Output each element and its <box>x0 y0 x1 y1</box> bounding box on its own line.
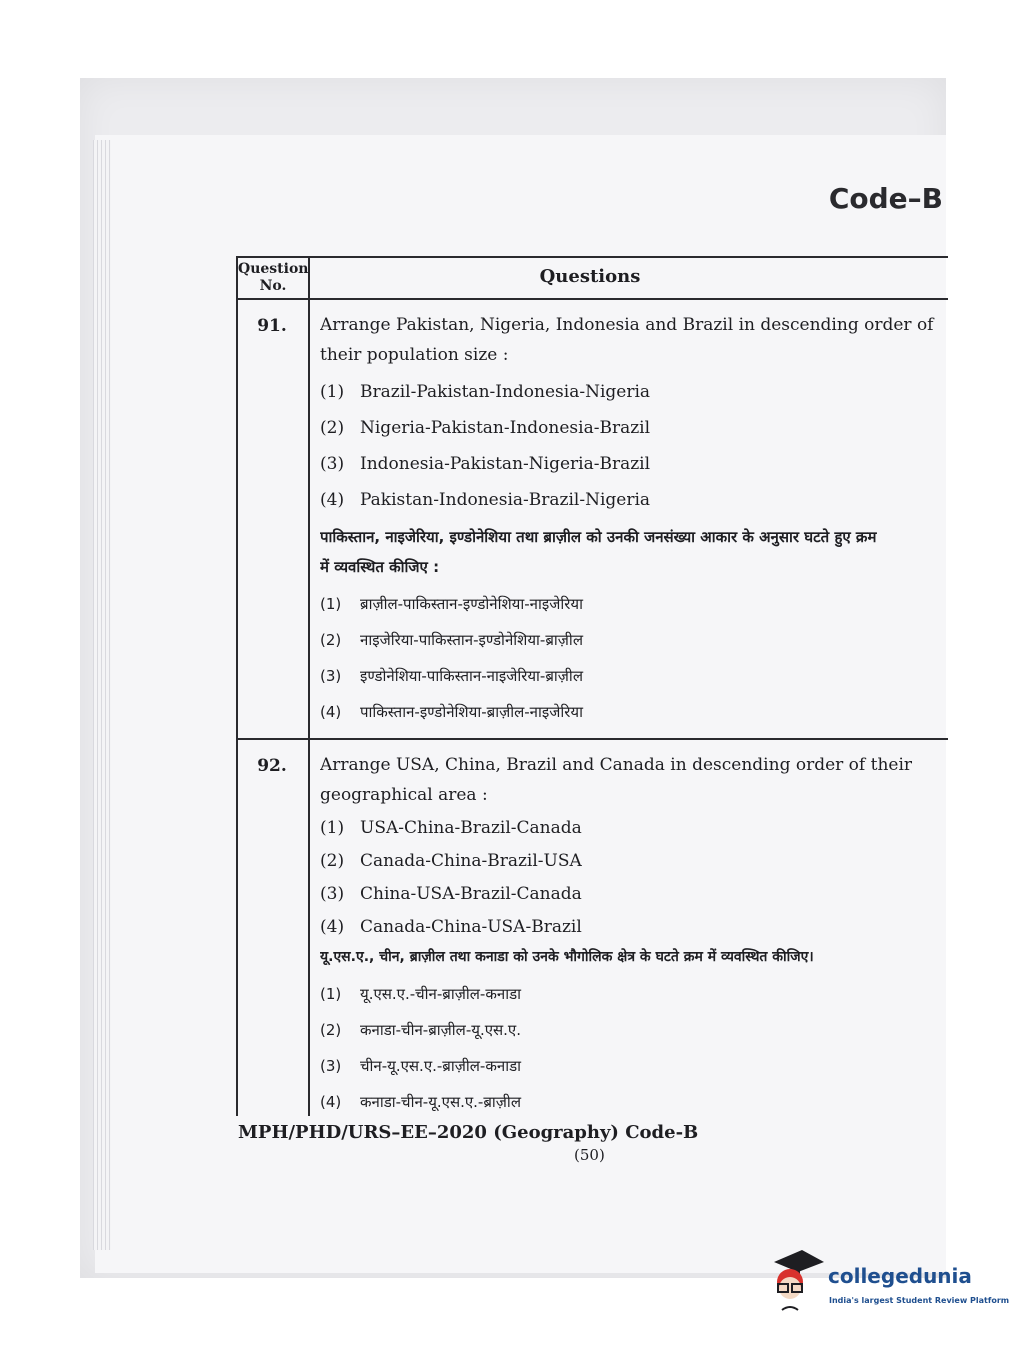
q92-option-1: (1) USA-China-Brazil-Canada <box>320 818 582 838</box>
q91-hindi-option-3: (3) इण्डोनेशिया-पाकिस्तान-नाइजेरिया-ब्राज़ील <box>320 667 583 685</box>
question-number-91: 91. <box>257 316 287 336</box>
q91-option-1: (1) Brazil-Pakistan-Indonesia-Nigeria <box>320 382 651 402</box>
q91-hindi-option-4: (4) पाकिस्तान-इण्डोनेशिया-ब्राज़ील-नाइजेरिया <box>320 703 583 721</box>
q91-option-4: (4) Pakistan-Indonesia-Brazil-Nigeria <box>320 490 651 510</box>
booklet-page-edges <box>93 140 111 1250</box>
table-header-row <box>238 256 948 300</box>
q91-hindi-option-1: (1) ब्राज़ील-पाकिस्तान-इण्डोनेशिया-नाइजेरिया <box>320 595 583 613</box>
q92-option-2: (2) Canada-China-Brazil-USA <box>320 851 582 871</box>
question-91-english: Arrange Pakistan, Nigeria, Indonesia and Brazil in descending order of their population size : <box>320 315 934 365</box>
header-questions: Questions <box>539 266 641 287</box>
header-question-no: Question No. <box>238 261 309 294</box>
logo-wordmark: collegedunia <box>828 1264 972 1288</box>
code-label: Code–B <box>828 182 943 215</box>
q91-option-3: (3) Indonesia-Pakistan-Nigeria-Brazil <box>320 454 651 474</box>
exam-code-footer: MPH/PHD/URS–EE–2020 (Geography) Code-B <box>238 1122 699 1143</box>
questions-table <box>236 256 948 1116</box>
q92-hindi-option-3: (3) चीन-यू.एस.ए.-ब्राज़ील-कनाडा <box>320 1057 521 1075</box>
question-92-hindi: यू.एस.ए., चीन, ब्राज़ील तथा कनाडा को उनके भौगोलिक क्षेत्र के घटते क्रम में व्यवस्थित कीजिए। <box>320 949 814 965</box>
row-separator <box>238 738 948 740</box>
q92-hindi-option-1: (1) यू.एस.ए.-चीन-ब्राज़ील-कनाडा <box>320 985 521 1003</box>
logo-tagline: India's largest Student Review Platform <box>829 1296 1010 1305</box>
question-number-92: 92. <box>257 756 287 776</box>
q91-option-2: (2) Nigeria-Pakistan-Indonesia-Brazil <box>320 418 651 438</box>
q92-option-3: (3) China-USA-Brazil-Canada <box>320 884 582 904</box>
question-91-hindi: पाकिस्तान, नाइजेरिया, इण्डोनेशिया तथा ब्राज़ील को उनकी जनसंख्या आकार के अनुसार घटते हुए क्रम में व्यवस्थित कीजिए : <box>320 528 877 576</box>
question-92-english: Arrange USA, China, Brazil and Canada in descending order of their geographical area : <box>320 755 913 805</box>
q91-hindi-option-2: (2) नाइजेरिया-पाकिस्तान-इण्डोनेशिया-ब्राज़ील <box>320 631 583 649</box>
q92-hindi-option-2: (2) कनाडा-चीन-ब्राज़ील-यू.एस.ए. <box>320 1021 521 1039</box>
q92-hindi-option-4: (4) कनाडा-चीन-यू.एस.ए.-ब्राज़ील <box>320 1093 521 1111</box>
q92-option-4: (4) Canada-China-USA-Brazil <box>320 917 582 937</box>
collegedunia-logo[interactable] <box>768 1248 1010 1328</box>
column-divider <box>308 256 310 1116</box>
page-number: (50) <box>574 1146 605 1164</box>
mascot-icon <box>768 1248 828 1328</box>
